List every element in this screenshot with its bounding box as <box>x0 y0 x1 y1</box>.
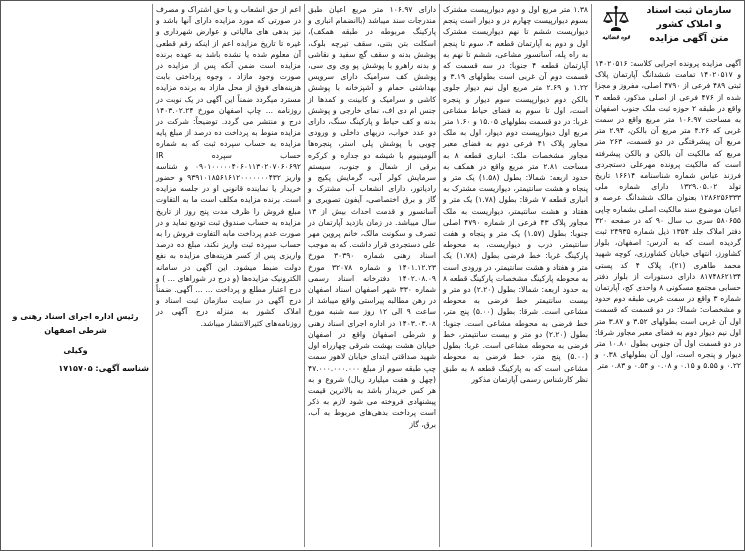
column-1 <box>592 4 744 547</box>
signatory-title: رئیس اداره اجرای اسناد رهنی و شرطی اصفهان <box>12 312 139 335</box>
notice-header <box>595 4 741 58</box>
column-1-text: آگهی مزایده پرونده اجرایی کلاسه: ۱۴۰۲۰۵۱۶ و ۱۴۰۲۰۵۱۷ تمامت ششدانگ آپارتمان پلاک ثبتی ۴۸۹ فرعی از ۴۷۹۰ اصلی، مفروز و مجزا شده از ۴۷۶ فرعی از اصلی مذکور، قطعه ۳ واقع در طبقه ۲ حوزه ثبت ملک جنوب اصفهان به مساحت ۱۰۶.۹۷ متر مربع واقع در سمت غربی که ۴.۲۶ متر مربع آن بالکن، ۲.۹۴ متر مربع آن پیشرفتگی در دو قسمت، ۲۶۳ متر مربع که مالکیت آن بالکن و بالکن پیشرفته است که مالکیت پرونده مهرعلی دستجردی فرزند عباس شماره شناسنامه ۱۶۶۱۴ تاریخ تولد ۱۳۲۹.۰۵.۰۲ دارای شماره ملی ۱۲۸۶۲۵۶۳۳۳ بعنوان مالک ششدانگ عرصه و اعیان موضوع سند مالکیت اصلی بشماره چاپی ۵۸۰۶۵۵ سری ب سال ۹۰ که در صفحه ۳۲۰ دفتر املاک جلد ۱۳۵۴ ذیل شماره ۲۴۹۳۵ ثبت گردیده است که به آدرس: اصفهان، بلوار کشاورز، انتهای خیابان کشاورزی، کوچه شهید محمد طاهری (۲۱)، پلاک ۴ کد پستی ۸۱۷۴۸۶۲۱۳۴ دارای دستورات از بلوار دفتر حسابی مجتمع مسکونی ۸ واحدی کج، آپارتمان شماره ۳ واقع در سمت غربی طبقه دوم حدود و مشخصات: شمالا: در دو قسمت که قسمت اول آن غربی است بطولهای ۳.۵۲ و ۳.۸۷ متر اول نیم دیوار دوم به فضای معبر مجاور شرقا: در دو قسمت اول آن جنوبی بطول ۱۰.۸۰ متر دیوار و پنجره است، اول آن بطولهای ۰.۳۸ و ۰.۲۲ و ۵.۵۵ و ۰.۱۵ و ۰.۰۸ و ۰.۵۴ و ۰.۸۳ متر <box>595 59 742 371</box>
column-2-text: ۱.۳۸ متر مربع اول و دوم دیوارپیست مشترک بسوم دیوارپیست چهارم در و دیوار است پنجم دیواریست ششم تا نهم دیواریست مشترک اول و دوم به آپارتمان قطعه ۴، سوم تا پنجم به راه پله، آسانسور مشاعی، ششم تا نهم به آپارتمان قطعه ۴ جنوبا: در سه قسمت که قسمت دوم آن غربی است بطولهای ۳.۱۹ و ۱.۲۲ و ۲.۶۹ متر مربع اول نیم دیوار جلوی بالکن دوم دیوارپیست سوم دیوار و پنجره است، اول تا سوم به فضای حیاط مشاعی غربا: در دو قسمت بطولهای ۱۵.۰۵ و ۱.۶۰ متر مربع اول دیوارپیست دوم دیوار، اول به ملک مجاور پلاک ۴۱ فرعی دوم به فضای معبر مجاور مشخصات ملک: انباری قطعه ۸ به مساحت ۲.۸۱ متر مربع واقع در همکف به حدود اربعه: شمالا: بطول (۱.۵۸) یک متر و پنجاه و هشت سانتیمتر، دیواریست مشترک به انباری قطعه ۷ شرقا: بطول (۱.۷۸) یک متر و هفتاد و هشت سانتیمتر، دیواریست به ملک مجاور پلاک ۴۳ فرعی از شماره ۴۷۹۰ اصلی جنوبا: بطول (۱.۵۷) یک متر و پنجاه و هفت سانتیمتر، درب و دیواریست، به محوطه پارکینگ غربا: خط فرضی بطول (۱.۷۸) یک متر و هفتاد و هشت سانتیمتر، در ورودی است به محوطه پارکینگ مشخصات پارکینگ قطعه ۸ به حدود اربعه: شمالا: بطول (۲.۲۰) دو متر و بیست سانتیمتر خط فرضی به محوطه مشاعی است. شرقا: بطول (۵.۰۰) پنج متر، خط فرضی به محوطه مشاعی است. جنوبا: بطول (۲.۲۰) دو متر و بیست سانتیمتر، خط فرضی به محوطه مشاعی است. غربا: بطول (۵.۰۰) پنج متر، خط فرضی به محوطه مشاعی است که به پارکینگ قطعه ۸ به طبق نظر کارشناس رسمی آپارتمان مذکور <box>443 5 589 384</box>
org-line-1: سازمان ثبت اسناد <box>646 5 732 16</box>
judiciary-emblem <box>595 4 637 50</box>
column-2 <box>440 4 592 547</box>
column-4 <box>153 4 305 547</box>
column-5 <box>0 4 153 547</box>
column-3 <box>305 4 440 547</box>
notice-id: شناسه آگهی: ۱۷۱۵۷۰۵ <box>58 364 149 373</box>
column-4-text: اعم از حق انشعاب و یا حق اشتراک و مصرف در صورتی که مورد مزایده دارای آنها باشد و نیز بدهی های مالیاتی و عوارض شهرداری و غیره تا تاریخ مزایده اعم از اینکه رقم قطعی آن معلوم شده یا نشده باشد به عهده برنده مزایده است ضمن آنکه پس از مزایده در صورت وجود مازاد ، وجوه پرداختی بابت هزینه‌های فوق از محل مازاد به برنده مزایده مسترد میگردد ضمناً این آگهی در یک نوبت در روزنامه ... چاپ اصفهان مورخ ۱۴۰۳.۰۲.۲۴ درج و منتشر می گردد. توضیحاً: شرکت در مزایده منوط به پرداخت ده درصد از مبلغ پایه مزایده به حساب سپرده ثبت که به شماره حساب سپرده IR ۰۹۰۱۰۰۰۰۰۴۰۶۰۱۱۳۰۲۰۷۰۶۰۶۹۲ و شناسه واریز ۹۳۹۱۰۱۸۵۶۱۶۱۲۰۰۰۰۰۰۰۴۳۲ و حضور خریدار یا نماینده قانونی او در جلسه مزایده است. برنده مزایده مکلف است ما به التفاوت مبلغ فروش را ظرف مدت پنج روز از تاریخ مزایده به حساب صندوق ثبت تودیع نماید و در صورت عدم پرداخت مابه التفاوت فروش را به حساب سپرده ثبت واریز نکند، مبلغ ده درصد واریزی پس از کسر هزینه‌های مزایده به نفع دولت ضبط میشود. این آگهی در سامانه الکترونیک مزایده‌ها (و درج در شوراهای ... ) و درج اعتبار مطلع و پرداخت ... ... آگهی. ضمناً درج آگهی در سایت سازمان ثبت اسناد و املاک کشور به منزله درج آگهی در روزنامه‌های کثیرالانتشار میباشد. <box>156 5 301 328</box>
signatory-name: وکیلی <box>63 346 88 355</box>
org-line-3: متن آگهی مزایده <box>649 33 729 44</box>
organization-title <box>637 4 741 46</box>
column-3-text: دارای ۱۰۶.۹۷ متر مربع اعیان طبق مندرجات سند میباشد (باانضمام انباری و پارکینگ مربوطه در طبقه همکف)، اسکلت بتن بتنی، سقف تیرچه بلوک، پوشش بدنه و سقف گچ سفید و نقاشی و بدنه راهرو با پوشش پو وی وی سی، پوشش کف سرامیک دارای سرویس بهداشتی حمام و آشپزخانه با پوشش کاشی و سرامیک و کابینت و کمدها از جنس ام دی اف، نمای خارجی و پوشش بدنه و کف حیاط و پارکینگ سنگ، دارای دو عدد خواب، دربهای داخلی و ورودی چوبی با پوشش پلی استر، پنجره‌ها آلومینیوم با شیشه دو جداره و کرکره برقی از شمال و جنوب، سیستم سرمایش کولر آبی، گرمایش پکیج و رادیاتور، دارای انشعاب آب مشترک و گاز و برق اختصاصی، آیفون تصویری و آسانسور و قدمت احداث بیش از ۱۳ سال میباشد. در زمان بازدید آپارتمان در تصرف و سکونت مالک، خانم پروین مهر علی دستجردی قرار داشت. که به موجب اسناد رهنی شماره ۳۰۳۹۰ مورخ ۱۴۰۱.۱۲.۲۳ و شماره ۳۲۰۷۸ مورخ ۱۴۰۲.۰۸.۰۹ دفترخانه اسناد رسمی شماره ۳۳۰ شهر اصفهان اسناد اصفهان در رهن مطالبه پیراستی واقع میباشد از ساعت ۹ الی ۱۲ روز سه شنبه مورخ ۱۴۰۳.۰۳.۰۸ در اداره اجرای اسناد رهنی و شرطی اصفهان واقع در اصفهان خیابان هشت بهشت شرقی چهارراه اول شهید صداقتی ابتدای خیابان لاهور سمت چپ طبقه سوم از مبلغ ۴۷.۰۰۰.۰۰۰.۰۰۰ (چهل و هفت میلیارد ریال) شروع و به هر کس خریدار باشد به بالاترین قیمت پیشنهادی فروخته می شود لازم به ذکر است پرداخت بدهی‌های مربوط به آب، برق، گاز <box>308 5 436 429</box>
emblem-caption: قوه قضائیه <box>602 34 630 41</box>
judiciary-emblem-icon <box>601 4 631 34</box>
org-line-2: و املاک کشور <box>656 19 722 30</box>
